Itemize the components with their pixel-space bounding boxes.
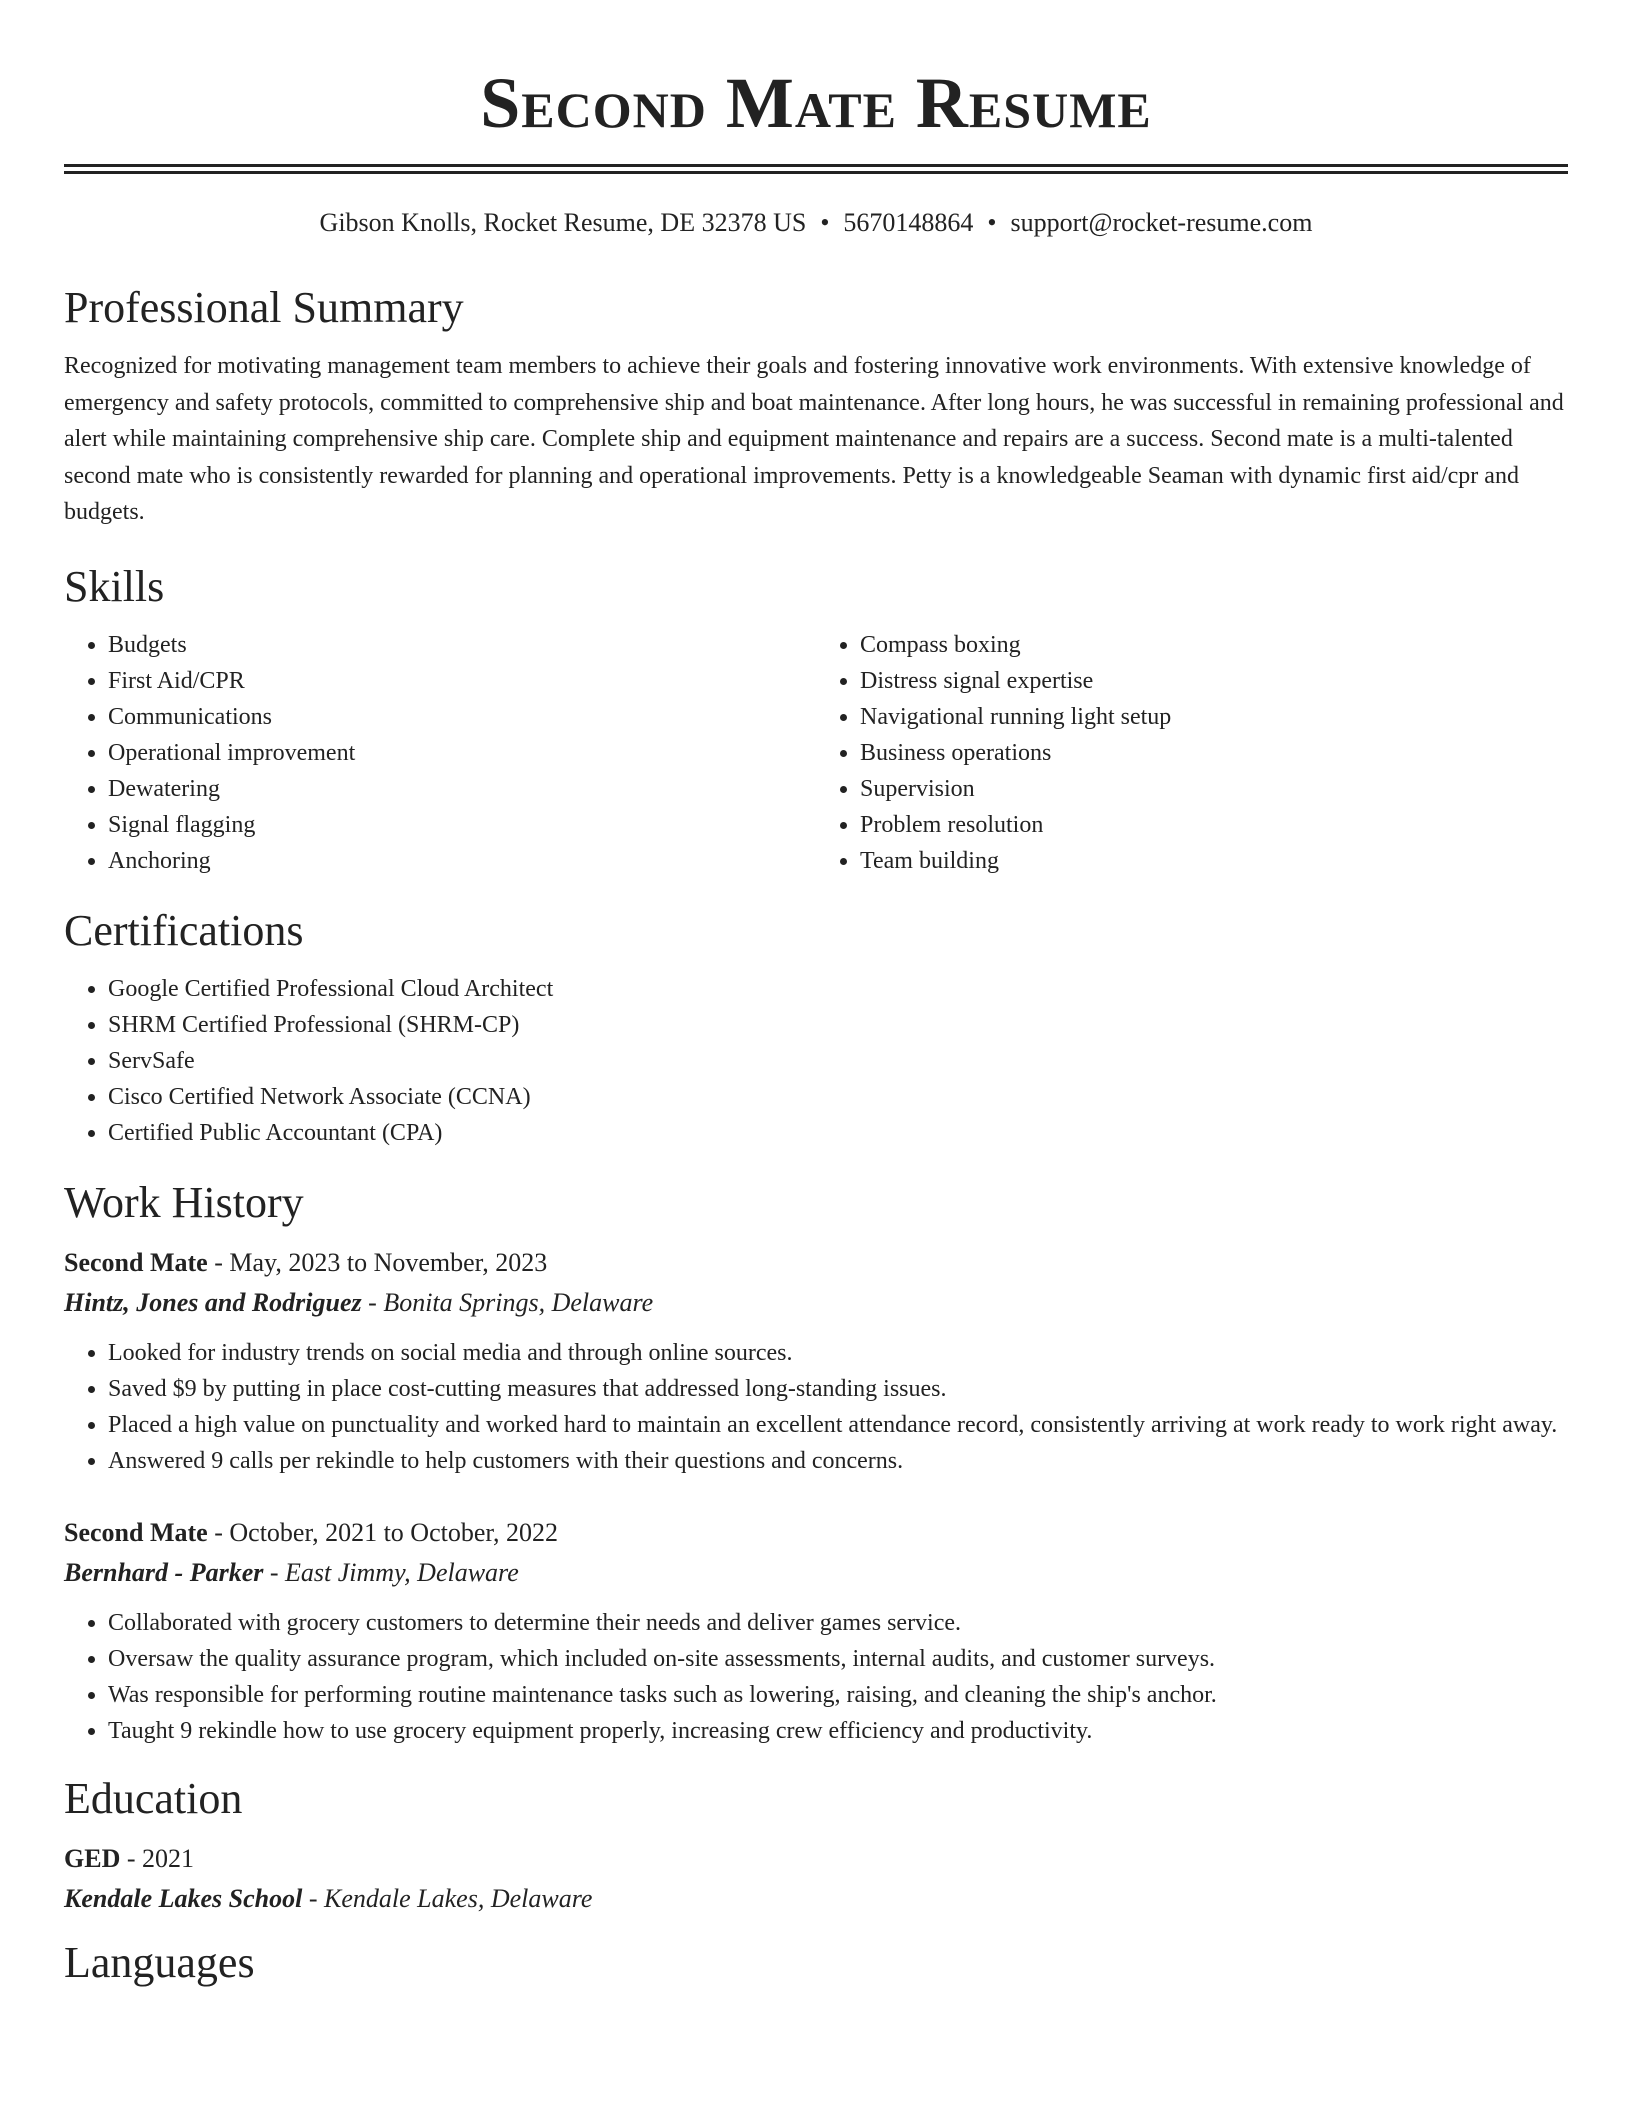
certification-item: • Cisco Certified Network Associate (CCNA)	[108, 1079, 1568, 1115]
skill-item: • First Aid/CPR	[108, 663, 816, 699]
job-entry	[64, 1243, 1568, 1479]
education-school-line: Kendale Lakes School - Kendale Lakes, Delaware	[64, 1883, 593, 1913]
job-title: Second Mate	[64, 1517, 208, 1547]
job-bullet: • Collaborated with grocery customers to determine their needs and deliver games service.	[108, 1605, 1568, 1641]
section-skills	[64, 559, 1568, 879]
skill-item: • Business operations	[860, 735, 1568, 771]
job-location: East Jimmy, Delaware	[285, 1557, 519, 1587]
certification-item: • SHRM Certified Professional (SHRM-CP)	[108, 1007, 1568, 1043]
job-organization: Bernhard - Parker - East Jimmy, Delaware	[64, 1557, 519, 1587]
certification-item: • Certified Public Accountant (CPA)	[108, 1115, 1568, 1151]
job-header: Second Mate - October, 2021 to October, 2022	[64, 1517, 558, 1547]
education-location: Kendale Lakes, Delaware	[324, 1883, 593, 1913]
skill-item: • Compass boxing	[860, 627, 1568, 663]
contact-phone: 5670148864	[843, 208, 974, 237]
education-header: GED - 2021	[64, 1843, 195, 1873]
section-languages	[64, 1935, 1568, 1991]
job-location: Bonita Springs, Delaware	[383, 1287, 654, 1317]
skill-item: • Supervision	[860, 771, 1568, 807]
title-double-rule	[64, 164, 1568, 174]
section-heading: Certifications	[64, 905, 304, 955]
skill-item: • Operational improvement	[108, 735, 816, 771]
job-bullet: • Placed a high value on punctuality and worked hard to maintain an excellent attendance record, consistently arriving at work ready to work right away.	[108, 1407, 1568, 1443]
skill-item: • Signal flagging	[108, 807, 816, 843]
skills-list-left	[64, 627, 816, 879]
education-degree: GED	[64, 1843, 121, 1873]
job-dates: May, 2023 to November, 2023	[229, 1247, 548, 1277]
job-dates: October, 2021 to October, 2022	[229, 1517, 558, 1547]
job-bullet: • Looked for industry trends on social media and through online sources.	[108, 1335, 1568, 1371]
education-school: Kendale Lakes School	[64, 1883, 303, 1913]
job-bullet: • Oversaw the quality assurance program, which included on-site assessments, internal audits, and customer surveys.	[108, 1641, 1568, 1677]
job-bullets	[64, 1335, 1568, 1479]
skill-item: • Budgets	[108, 627, 816, 663]
job-bullet: • Answered 9 calls per rekindle to help customers with their questions and concerns.	[108, 1443, 1568, 1479]
education-year: 2021	[142, 1843, 195, 1873]
job-entry	[64, 1513, 1568, 1749]
job-header: Second Mate - May, 2023 to November, 2023	[64, 1247, 548, 1277]
job-bullet: • Saved $9 by putting in place cost-cutting measures that addressed long-standing issues.	[108, 1371, 1568, 1407]
section-heading: Education	[64, 1773, 243, 1823]
section-professional-summary	[64, 280, 1568, 531]
contact-email: support@rocket-resume.com	[1010, 208, 1313, 237]
section-heading: Languages	[64, 1937, 255, 1987]
job-bullets	[64, 1605, 1568, 1749]
skills-list-right	[816, 627, 1568, 879]
job-bullet: • Was responsible for performing routine maintenance tasks such as lowering, raising, and cleaning the ship's anchor.	[108, 1677, 1568, 1713]
job-company: Bernhard - Parker	[64, 1557, 264, 1587]
job-organization: Hintz, Jones and Rodriguez - Bonita Springs, Delaware	[64, 1287, 654, 1317]
skill-item: • Dewatering	[108, 771, 816, 807]
section-heading: Skills	[64, 561, 165, 611]
job-title: Second Mate	[64, 1247, 208, 1277]
section-heading: Work History	[64, 1177, 304, 1227]
job-bullet: • Taught 9 rekindle how to use grocery equipment properly, increasing crew efficiency and productivity.	[108, 1713, 1568, 1749]
section-heading: Professional Summary	[64, 283, 464, 332]
contact-separator: •	[820, 208, 830, 237]
section-education	[64, 1771, 1568, 1919]
job-company: Hintz, Jones and Rodriguez	[64, 1287, 362, 1317]
skill-item: • Problem resolution	[860, 807, 1568, 843]
skill-item: • Navigational running light setup	[860, 699, 1568, 735]
skill-item: • Distress signal expertise	[860, 663, 1568, 699]
resume-title: Second Mate Resume	[480, 63, 1152, 143]
section-work-history	[64, 1175, 1568, 1749]
certification-item: • Google Certified Professional Cloud Architect	[108, 971, 1568, 1007]
contact-line	[64, 206, 1568, 240]
contact-separator: •	[987, 208, 997, 237]
certifications-list	[64, 971, 1568, 1151]
section-certifications	[64, 903, 1568, 1151]
skill-item: • Anchoring	[108, 843, 816, 879]
certification-item: • ServSafe	[108, 1043, 1568, 1079]
skills-columns	[64, 627, 1568, 879]
contact-address: Gibson Knolls, Rocket Resume, DE 32378 US	[319, 208, 807, 237]
skill-item: • Communications	[108, 699, 816, 735]
summary-text: Recognized for motivating management team members to achieve their goals and fostering innovative work environments. With extensive knowledge of emergency and safety protocols, committed to comprehensive ship and boat maintenance. After long hours, he was successful in remaining professional and alert while maintaining comprehensive ship care. Complete ship and equipment maintenance and repairs are a success. Second mate is a multi-talented second mate who is consistently rewarded for planning and operational improvements. Petty is a knowledgeable Seaman with dynamic first aid/cpr and budgets.	[64, 353, 1564, 525]
skill-item: • Team building	[860, 843, 1568, 879]
